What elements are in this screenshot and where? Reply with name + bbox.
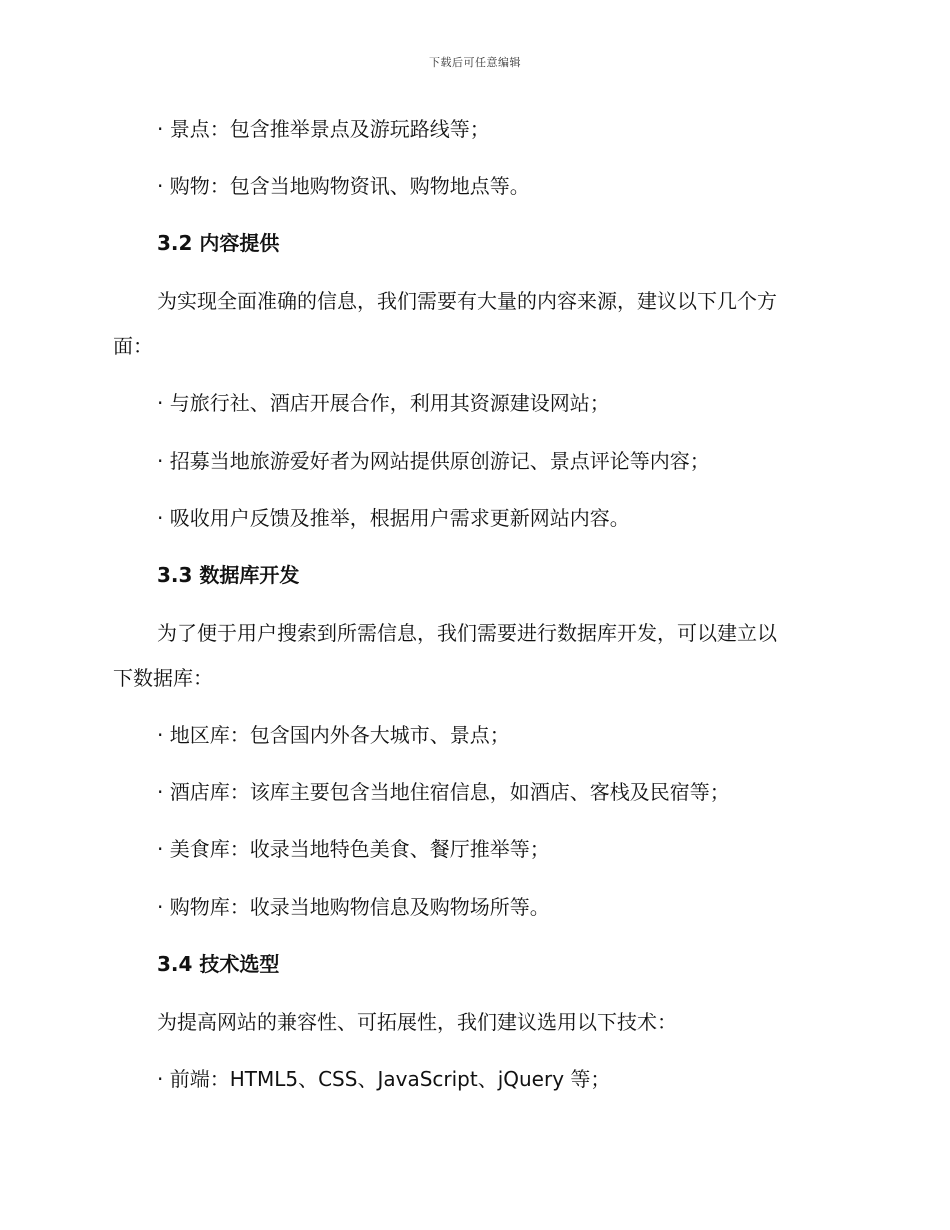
paragraph-db-line-2: 下数据库： (113, 666, 213, 690)
bullet-region-db: · 地区库：包含国内外各大城市、景点； (157, 723, 510, 747)
bullet-feedback: · 吸收用户反馈及推举，根据用户需求更新网站内容。 (157, 506, 630, 530)
paragraph-tech: 为提高网站的兼容性、可拓展性，我们建议选用以下技术： (157, 1010, 677, 1034)
bullet-travel-agency: · 与旅行社、酒店开展合作，利用其资源建设网站； (157, 391, 610, 415)
paragraph-content-line-1: 为实现全面准确的信息，我们需要有大量的内容来源，建议以下几个方 (157, 289, 777, 313)
bullet-hotel-db: · 酒店库：该库主要包含当地住宿信息，如酒店、客栈及民宿等； (157, 780, 730, 804)
paragraph-content-line-2: 面： (113, 334, 153, 358)
bullet-frontend: · 前端：HTML5、CSS、JavaScript、jQuery 等； (157, 1067, 611, 1091)
bullet-shopping-db: · 购物库：收录当地购物信息及购物场所等。 (157, 895, 550, 919)
bullet-recruit: · 招募当地旅游爱好者为网站提供原创游记、景点评论等内容； (157, 449, 710, 473)
section-heading-3-4: 3.4 技术选型 (157, 952, 280, 976)
bullet-shopping: · 购物：包含当地购物资讯、购物地点等。 (157, 174, 530, 198)
paragraph-db-line-1: 为了便于用户搜索到所需信息，我们需要进行数据库开发，可以建立以 (157, 621, 777, 645)
section-heading-3-3: 3.3 数据库开发 (157, 563, 300, 587)
bullet-food-db: · 美食库：收录当地特色美食、餐厅推举等； (157, 837, 550, 861)
page-header: 下载后可任意编辑 (429, 56, 521, 69)
bullet-attractions: · 景点：包含推举景点及游玩路线等； (157, 117, 490, 141)
section-heading-3-2: 3.2 内容提供 (157, 231, 280, 255)
